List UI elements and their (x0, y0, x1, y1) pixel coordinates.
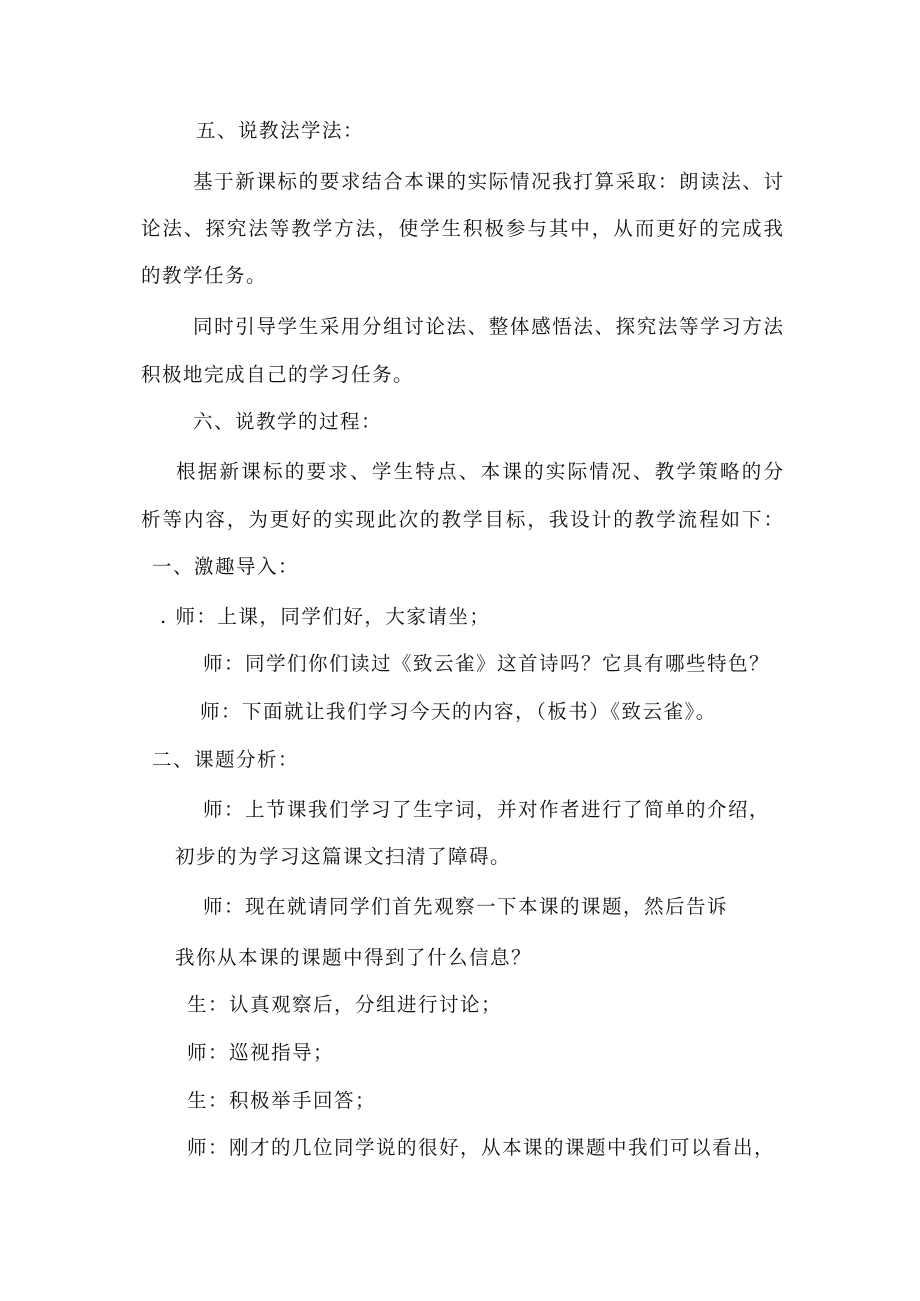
dialogue-line: 生：积极举手回答； (187, 1089, 377, 1112)
dialogue-line: 师：刚才的几位同学说的很好，从本课的课题中我们可以看出， (187, 1136, 776, 1159)
dialogue-line: 初步的为学习这篇课文扫清了障碍。 (175, 845, 512, 868)
dialogue-line: 师：巡视指导； (187, 1041, 335, 1064)
paragraph-line: 基于新课标的要求结合本课的实际情况我打算采取：朗读法、讨 (193, 170, 783, 193)
heading-teaching-methods: 五、说教法学法： (196, 119, 365, 142)
dialogue-line: 师：同学们你们读过《致云雀》这首诗吗？它具有哪些特色？ (203, 652, 771, 675)
dialogue-line: . 师：上课，同学们好，大家请坐； (160, 605, 491, 628)
dialogue-line: 师：上节课我们学习了生字词，并对作者进行了简单的介绍， (203, 798, 771, 821)
paragraph-line: 析等内容，为更好的实现此次的教学目标，我设计的教学流程如下： (141, 508, 783, 531)
dialogue-line: 生：认真观察后，分组进行讨论； (187, 993, 503, 1016)
section-heading-intro: 一、激趣导入： (152, 555, 300, 578)
paragraph-line: 同时引导学生采用分组讨论法、整体感悟法、探究法等学习方法 (193, 315, 783, 338)
heading-teaching-process: 六、说教学的过程： (193, 410, 383, 433)
paragraph-line: 的教学任务。 (141, 264, 268, 287)
section-heading-topic-analysis: 二、课题分析： (152, 748, 300, 771)
dialogue-line: 师：下面就让我们学习今天的内容，（板书）《致云雀》。 (200, 700, 717, 723)
dialogue-line: 师：现在就请同学们首先观察一下本课的课题，然后告诉 (203, 895, 729, 918)
paragraph-line: 积极地完成自己的学习任务。 (141, 363, 415, 386)
paragraph-line: 根据新课标的要求、学生特点、本课的实际情况、教学策略的分 (176, 460, 783, 483)
paragraph-line: 论法、探究法等教学方法，使学生积极参与其中，从而更好的完成我 (141, 217, 783, 240)
dialogue-line: 我你从本课的课题中得到了什么信息？ (175, 946, 533, 969)
